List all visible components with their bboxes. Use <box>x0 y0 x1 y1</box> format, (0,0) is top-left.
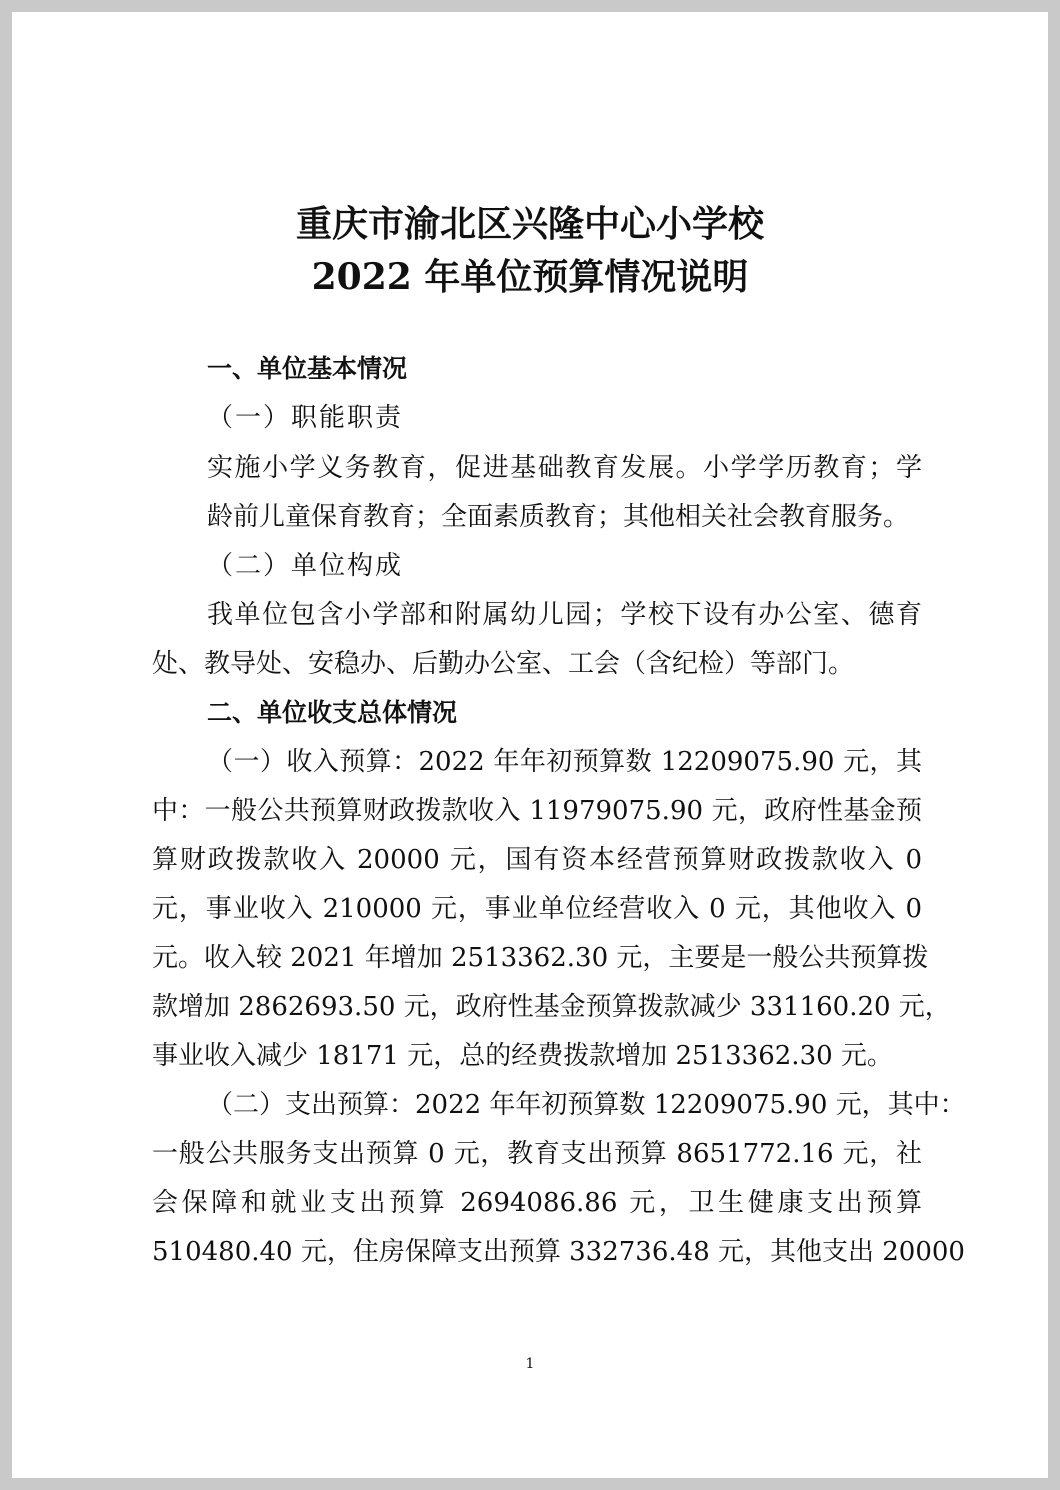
paragraph-3-line-1: （一）收入预算：2022 年年初预算数 12209075.90 元，其 <box>207 747 922 777</box>
paragraph-4-line-3: 会保障和就业支出预算 2694086.86 元，卫生健康支出预算 <box>152 1188 922 1218</box>
paragraph-3-line-7: 事业收入减少 18171 元，总的经费拨款增加 2513362.30 元。 <box>152 1041 893 1071</box>
paragraph-3-line-2: 中：一般公共预算财政拨款收入 11979075.90 元，政府性基金预 <box>152 796 922 826</box>
paragraph-1-line-2: 龄前儿童保育教育；全面素质教育；其他相关社会教育服务。 <box>207 502 910 532</box>
paragraph-4-line-2: 一般公共服务支出预算 0 元，教育支出预算 8651772.16 元，社 <box>152 1139 922 1169</box>
document-title-line-2: 2022 年单位预算情况说明 <box>311 256 749 298</box>
page-number: 1 <box>525 1356 535 1372</box>
document-title-line-1: 重庆市渝北区兴隆中心小学校 <box>295 203 764 245</box>
section-heading-1: 一、单位基本情况 <box>207 354 408 383</box>
subsection-heading-1: （一）职能职责 <box>207 403 404 433</box>
paragraph-3-line-4: 元，事业收入 210000 元，事业单位经营收入 0 元，其他收入 0 <box>152 894 922 924</box>
paragraph-1-line-1: 实施小学义务教育，促进基础教育发展。小学学历教育；学 <box>207 453 922 483</box>
paragraph-3-line-6: 款增加 2862693.50 元，政府性基金预算拨款减少 331160.20 元， <box>152 992 951 1022</box>
paragraph-2-line-2: 处、教导处、安稳办、后勤办公室、工会（含纪检）等部门。 <box>152 649 855 679</box>
paragraph-3-line-5: 元。收入较 2021 年增加 2513362.30 元，主要是一般公共预算拨 <box>152 943 929 973</box>
paragraph-4-line-1: （二）支出预算：2022 年年初预算数 12209075.90 元，其中： <box>207 1090 966 1120</box>
paragraph-4-line-4: 510480.40 元，住房保障支出预算 332736.48 元，其他支出 20000 <box>152 1237 965 1267</box>
subsection-heading-2: （二）单位构成 <box>207 551 404 581</box>
paragraph-3-line-3: 算财政拨款收入 20000 元，国有资本经营预算财政拨款收入 0 <box>152 845 922 875</box>
section-heading-2: 二、单位收支总体情况 <box>207 698 458 727</box>
paragraph-2-line-1: 我单位包含小学部和附属幼儿园；学校下设有办公室、德育 <box>207 600 922 630</box>
